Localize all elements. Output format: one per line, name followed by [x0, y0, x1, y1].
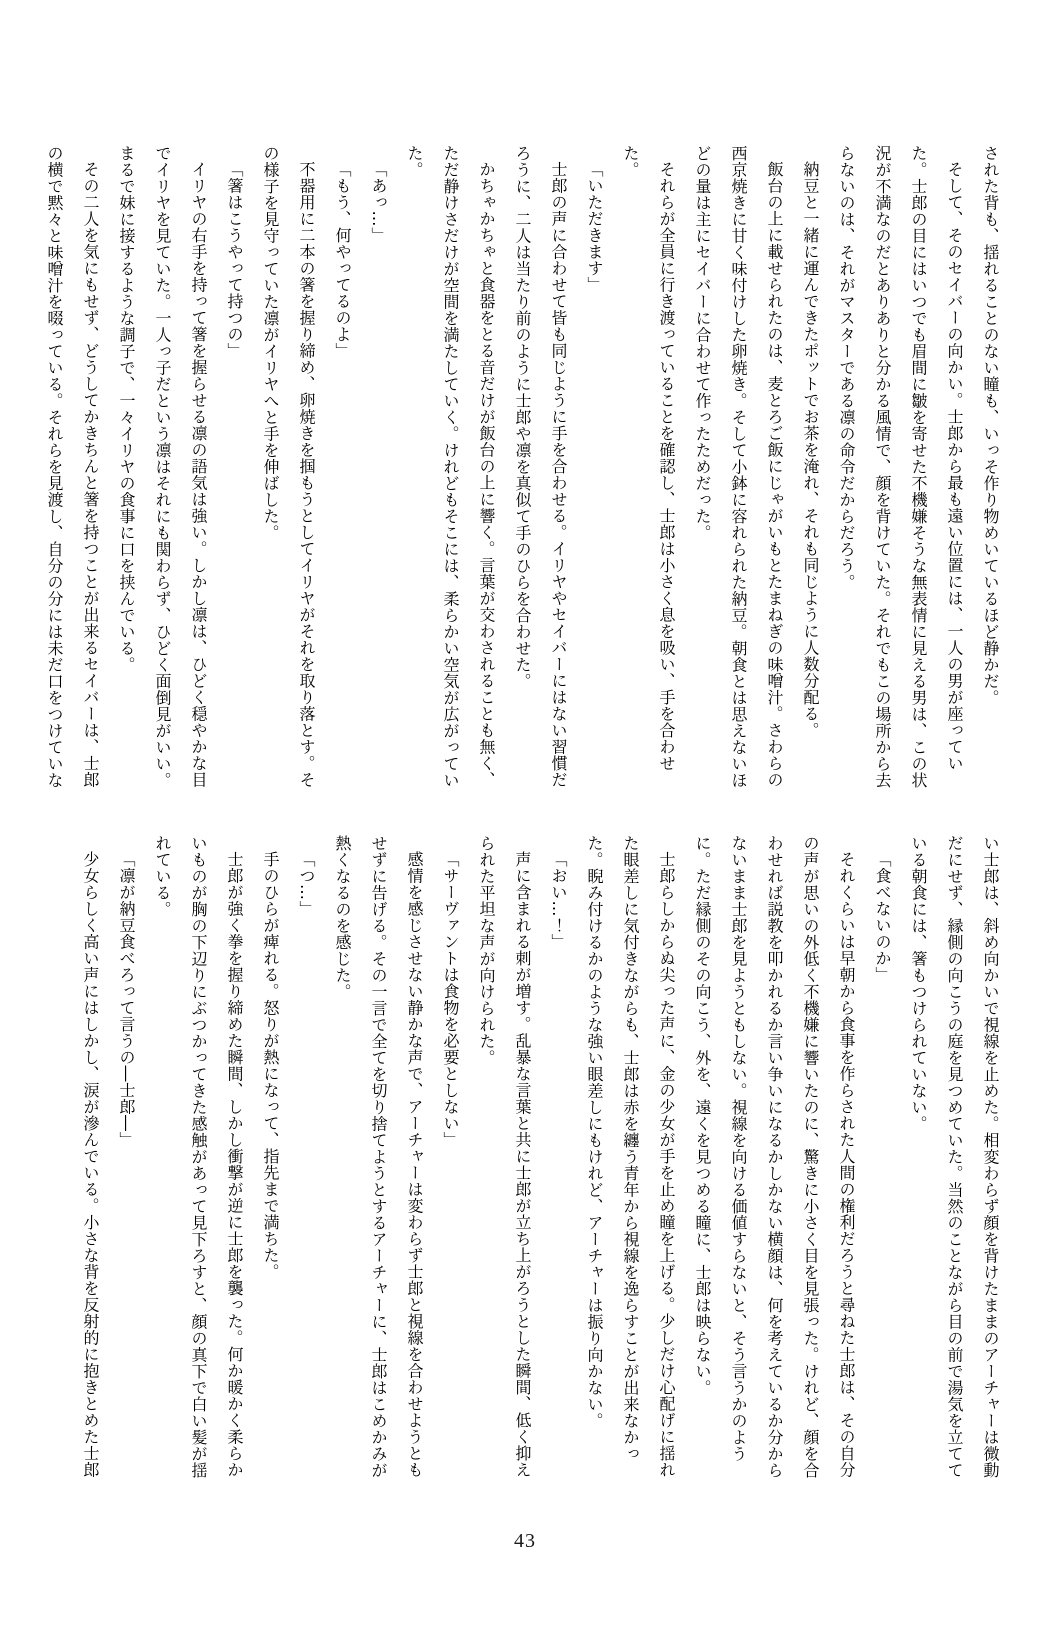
paragraph: 感情を感じさせない静かな声で、アーチャーは変わらず士郎と視線を合わせようともせずに告げる。その一言で全てを切り捨てようとするアーチャーに、士郎はこめかみが熱くなるのを感じた。 [333, 835, 424, 1479]
paragraph: 士郎の声に合わせて皆も同じように手を合わせる。イリヤやセイバーにはない習慣だろうに、二人は当たり前のように士郎や凛を真似て手のひらを合わせた。 [513, 145, 568, 788]
paragraph: された背も、揺れることのない瞳も、いっそ作り物めいているほど静かだ。 [981, 145, 1000, 706]
page-number: 43 [514, 1530, 536, 1552]
paragraph: 士郎らしからぬ尖った声に、金の少女が手を止め瞳を上げる。少しだけ心配げに揺れた眼差しに気付きながらも、士郎は赤を纏う青年から視線を逸らすことが出来なかった。睨み付けるかのような強い眼差しにもけれど、アーチャーは振り向かない。 [585, 835, 676, 1478]
paragraph: それらが全員に行き渡っていることを確認し、士郎は小さく息を吸い、手を合わせた。 [621, 145, 676, 772]
paragraph: 「もう、何やってるのよ」 [333, 161, 352, 359]
paragraph: 飯台の上に載せられたのは、麦とろご飯にじゃがいもとたまねぎの味噌汁。さわらの西京焼きに甘く味付けした卵焼き。そして小鉢に容れられた納豆。朝食とは思えないほどの量は主にセイバーに合わせて作ったためだった。 [693, 145, 784, 789]
paragraph: それくらいは早朝から食事を作らされた人間の権利だろうと尋ねた士郎は、その自分の声が思いの外低く不機嫌に響いたのに、驚きに小さく目を見張った。けれど、顔を合わせれば説教を叩かれるか言い争いになるかしかない横顔は、何を考えているか分からないまま士郎を見ようともしない。視線を向ける価値すらないと、そう言うかのように。ただ縁側のその向こう、外を、遠くを見つめる瞳に、士郎は映らない。 [693, 835, 856, 1479]
paragraph: そして、そのセイバーの向かい。士郎から最も遠い位置には、一人の男が座っていた。士郎の目にはいつでも眉間に皺を寄せた不機嫌そうな無表情に見える男は、この状況が不満なのだとありありと分かる風情で、顔を背けていた。それでもこの場所から去らないのは、それがマスターである凛の命令だからだろう。 [837, 145, 964, 789]
paragraph: 「あっ…」 [369, 161, 388, 244]
paragraph: 「サーヴァントは食物を必要としない」 [441, 851, 460, 1148]
paragraph: 「食べないのか」 [873, 851, 892, 983]
paragraph: かちゃかちゃと食器をとる音だけが飯台の上に響く。言葉が交わされることも無く、ただ静けさだけが空間を満たしていく。けれどもそこには、柔らかい空気が広がっていた。 [405, 145, 496, 789]
text-block-bottom [72, 835, 1008, 1479]
paragraph: 少女らしく高い声にはしかし、涙が滲んでいる。小さな背を反射的に抱きとめた士郎 [81, 851, 100, 1478]
paragraph: い士郎は、斜め向かいで視線を止めた。相変わらず顔を背けたままのアーチャーは微動だにせず、縁側の向こうの庭を見つめていた。当然のことながら目の前で湯気を立てている朝食には、箸もつけられていない。 [909, 835, 1000, 1479]
paragraph: 不器用に二本の箸を握り締め、卵焼きを掴もうとしてイリヤがそれを取り落とす。その様子を見守っていた凛がイリヤへと手を伸ばした。 [261, 145, 316, 788]
paragraph: 「凛が納豆食べろって言うの―士郎―」 [117, 851, 136, 1148]
paragraph: 「つ…」 [297, 851, 316, 917]
paragraph: 声に含まれる刺が増す。乱暴な言葉と共に士郎が立ち上がろうとした瞬間、低く抑えられた平坦な声が向けられた。 [477, 835, 532, 1478]
paragraph: 「箸はこうやって持つの」 [225, 161, 244, 359]
paragraph: 納豆と一緒に運んできたポットでお茶を淹れ、それも同じように人数分配る。 [801, 161, 820, 739]
paragraph: 「おい…！」 [549, 851, 568, 950]
paragraph: イリヤの右手を持って箸を握らせる凛の語気は強い。しかし凛は、ひどく穏やかな目でイリヤを見ていた。一人っ子だという凛はそれにも関わらず、ひどく面倒見がいい。まるで妹に接するような調子で、一々イリヤの食事に口を挟んでいる。 [117, 145, 208, 789]
paragraph: 「いただきます」 [585, 161, 604, 293]
text-block-top [36, 145, 1008, 789]
paragraph: 手のひらが痺れる。怒りが熱になって、指先まで満ちた。 [261, 851, 280, 1280]
paragraph: 士郎が強く拳を握り締めた瞬間、しかし衝撃が逆に士郎を襲った。何か暖かく柔らかいものが胸の下辺りにぶつかってきた感触があって見下ろすと、顔の真下で白い髪が揺れている。 [153, 835, 244, 1479]
paragraph: その二人を気にもせず、どうしてかきちんと箸を持つことが出来るセイバーは、士郎の横で黙々と味噌汁を啜っている。それらを見渡し、自分の分には未だ口をつけていな [45, 145, 100, 789]
